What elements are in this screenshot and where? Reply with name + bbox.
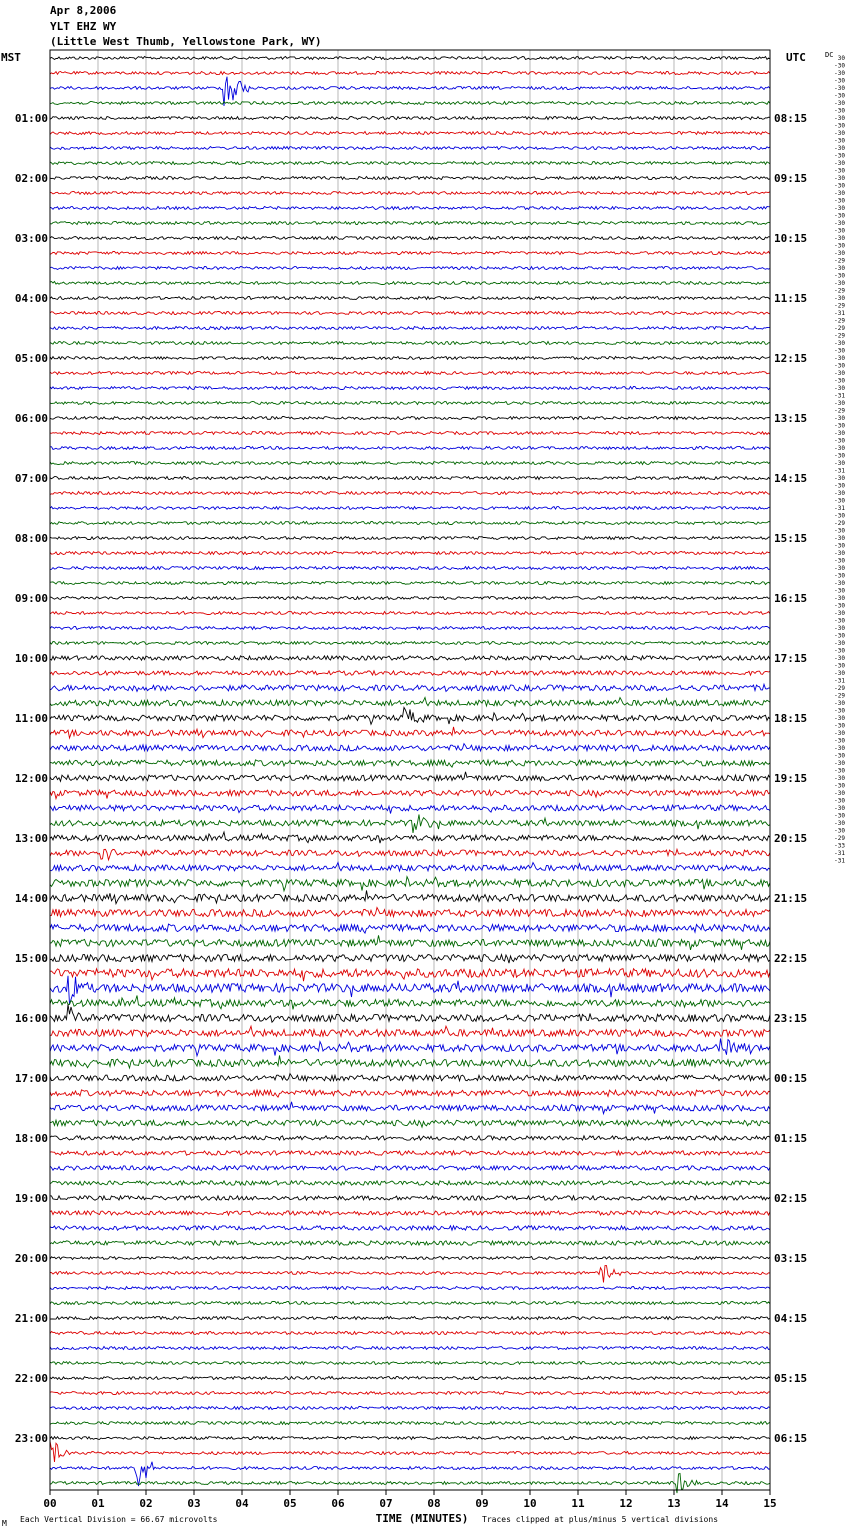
seismic-trace: [50, 447, 770, 450]
dc-offset-label: -30: [834, 385, 845, 392]
dc-offset-label: -30: [834, 805, 845, 812]
dc-offset-label: -29: [834, 685, 845, 692]
seismic-trace: [50, 162, 770, 165]
dc-offset-label: -30: [834, 512, 845, 520]
dc-offset-label: -30: [834, 160, 845, 167]
dc-offset-label: -30: [834, 355, 845, 362]
right-time-label: 09:15: [774, 172, 808, 185]
corner-mark: M: [2, 1519, 7, 1528]
right-time-label: 05:15: [774, 1372, 808, 1385]
right-time-label: 13:15: [774, 412, 808, 425]
x-tick-label: 06: [331, 1497, 345, 1510]
dc-offset-label: -30: [834, 730, 845, 737]
x-tick-label: 09: [475, 1497, 489, 1510]
seismic-trace: [50, 147, 770, 150]
right-time-label: 12:15: [774, 352, 808, 365]
seismic-trace: [50, 1266, 770, 1283]
right-time-label: 02:15: [774, 1192, 808, 1205]
right-time-label: 20:15: [774, 832, 808, 845]
seismic-trace: [50, 1241, 770, 1245]
seismic-trace: [50, 177, 770, 180]
dc-offset-label: -29: [834, 325, 845, 332]
x-tick-label: 05: [283, 1497, 297, 1510]
dc-offset-label: -30: [834, 572, 845, 580]
seismic-trace: [50, 1090, 770, 1097]
seismic-trace: [50, 357, 770, 360]
seismic-trace: [50, 805, 770, 813]
seismic-trace: [50, 522, 770, 525]
seismic-trace: [50, 312, 770, 315]
right-time-label: 23:15: [774, 1012, 808, 1025]
seismic-trace: [50, 1120, 770, 1127]
seismic-trace: [50, 222, 770, 225]
dc-offset-label: -30: [834, 497, 845, 505]
left-time-label: 02:00: [14, 172, 48, 185]
seismic-trace: [50, 790, 770, 799]
x-tick-label: 07: [379, 1497, 393, 1510]
right-time-label: 19:15: [774, 772, 808, 785]
dc-offset-label: -30: [834, 580, 845, 587]
seismic-trace: [50, 1102, 770, 1114]
dc-offset-label: -30: [834, 752, 845, 760]
right-time-label: 06:15: [774, 1432, 808, 1445]
x-tick-label: 11: [571, 1497, 585, 1510]
dc-offset-label: -30: [834, 197, 845, 205]
right-time-label: 10:15: [774, 232, 808, 245]
dc-offset-label: -30: [834, 280, 845, 287]
x-tick-label: 10: [523, 1497, 537, 1510]
dc-offset-label: -30: [834, 265, 845, 272]
dc-offset-label: -30: [834, 527, 845, 535]
seismic-trace: [50, 863, 770, 872]
seismic-trace: [50, 192, 770, 195]
left-time-label: 06:00: [14, 412, 48, 425]
dc-offset-label: -30: [834, 272, 845, 280]
seismic-trace: [50, 1407, 770, 1410]
seismic-trace: [50, 492, 770, 495]
dc-offset-label: -30: [834, 295, 845, 302]
dc-offset-label: -30: [834, 415, 845, 422]
seismic-trace: [50, 698, 770, 707]
plot-grid: [98, 50, 722, 1490]
label-group: [15, 51, 846, 1510]
x-tick-label: 15: [763, 1497, 777, 1510]
dc-offset-label: -30: [834, 700, 845, 707]
seismic-trace: [50, 969, 770, 982]
left-time-label: 19:00: [14, 1192, 48, 1205]
left-time-label: 23:00: [14, 1432, 48, 1445]
dc-offset-label: -30: [834, 617, 845, 625]
seismic-trace: [50, 890, 770, 903]
x-tick-label: 01: [91, 1497, 105, 1510]
seismic-trace: [50, 1181, 770, 1185]
dc-offset-label: -30: [834, 482, 845, 490]
seismic-trace: [50, 117, 770, 120]
dc-offset-label: -30: [834, 227, 845, 235]
seismic-trace: [50, 1332, 770, 1335]
dc-offset-label: -29: [834, 407, 845, 415]
seismic-trace: [50, 772, 770, 782]
seismic-trace: [50, 567, 770, 570]
seismic-trace: [50, 1166, 770, 1170]
seismic-trace: [50, 760, 770, 767]
seismic-trace: [50, 207, 770, 210]
x-tick-label: 14: [715, 1497, 729, 1510]
seismic-trace: [50, 908, 770, 917]
seismic-trace: [50, 1004, 770, 1022]
x-tick-label: 02: [139, 1497, 153, 1510]
seismic-trace: [50, 387, 770, 390]
seismic-trace: [50, 477, 770, 480]
dc-offset-label: -30: [834, 190, 845, 197]
dc-offset-label: -30: [834, 782, 845, 790]
dc-offset-label: -30: [834, 362, 845, 370]
dc-offset-label: -30: [834, 797, 845, 805]
seismic-trace: [50, 282, 770, 285]
left-time-label: 09:00: [14, 592, 48, 605]
dc-offset-label: -30: [834, 610, 845, 617]
seismic-trace: [50, 327, 770, 330]
seismic-trace: [50, 507, 770, 510]
header-location: (Little West Thumb, Yellowstone Park, WY): [50, 35, 322, 48]
dc-offset-label: -30: [834, 340, 845, 347]
seismic-trace: [50, 832, 770, 843]
x-tick-label: 03: [187, 1497, 201, 1510]
dc-offset-label: -31: [834, 505, 845, 512]
right-time-label: 11:15: [774, 292, 808, 305]
dc-offset-label: -29: [834, 257, 845, 265]
x-tick-label: 00: [43, 1497, 57, 1510]
dc-offset-label: -30: [834, 542, 845, 550]
left-time-label: 07:00: [14, 472, 48, 485]
dc-offset-label: -29: [834, 332, 845, 340]
header-station: YLT EHZ WY: [50, 20, 117, 33]
dc-offset-label: -30: [834, 370, 845, 377]
dc-offset-label: -30: [834, 602, 845, 610]
seismic-trace: [50, 402, 770, 405]
seismic-trace: [50, 582, 770, 585]
seismic-trace: [50, 815, 770, 833]
right-time-label: 01:15: [774, 1132, 808, 1145]
seismic-trace: [50, 552, 770, 555]
dc-offset-label: -30: [834, 242, 845, 250]
dc-offset-label: -29: [834, 692, 845, 700]
dc-offset-label: -31: [834, 392, 845, 400]
right-time-label: 14:15: [774, 472, 808, 485]
seismic-trace: [50, 1347, 770, 1350]
left-time-label: 01:00: [14, 112, 48, 125]
dc-offset-label: -30: [834, 430, 845, 437]
dc-offset-label: -30: [834, 490, 845, 497]
dc-offset-label: -30: [834, 115, 845, 122]
seismic-trace: [50, 57, 770, 60]
right-time-label: 22:15: [774, 952, 808, 965]
dc-offset-label: -30: [834, 400, 845, 407]
dc-offset-label: -29: [834, 835, 845, 842]
x-axis-label: TIME (MINUTES): [375, 1512, 469, 1525]
seismic-trace: [50, 612, 770, 615]
left-time-label: 03:00: [14, 232, 48, 245]
seismic-trace: [50, 1055, 770, 1068]
dc-offset-label: 30: [837, 55, 845, 62]
dc-offset-label: -30: [834, 235, 845, 242]
right-axis-title: UTC: [786, 51, 806, 64]
dc-offset-label: -30: [834, 820, 845, 827]
dc-offset-label: -31: [834, 677, 845, 685]
left-time-label: 18:00: [14, 1132, 48, 1145]
seismic-trace: [50, 1039, 770, 1056]
dc-offset-label: -30: [834, 647, 845, 655]
dc-offset-label: -30: [834, 662, 845, 670]
left-time-label: 14:00: [14, 892, 48, 905]
x-tick-label: 04: [235, 1497, 249, 1510]
dc-offset-label: -30: [834, 715, 845, 722]
dc-offset-label: -30: [834, 812, 845, 820]
dc-offset-label: -30: [834, 250, 845, 257]
seismic-trace: [50, 924, 770, 933]
dc-offset-label: -30: [834, 550, 845, 557]
dc-offset-label: -30: [834, 122, 845, 130]
seismic-trace: [50, 1441, 770, 1462]
dc-offset-label: -30: [834, 767, 845, 775]
seismic-trace: [50, 1151, 770, 1155]
left-time-label: 11:00: [14, 712, 48, 725]
seismic-trace: [50, 727, 770, 738]
seismic-trace: [50, 462, 770, 465]
dc-offset-label: -29: [834, 317, 845, 325]
seismic-trace: [50, 1287, 770, 1290]
right-time-label: 17:15: [774, 652, 808, 665]
left-time-label: 16:00: [14, 1012, 48, 1025]
seismic-trace: [50, 996, 770, 1010]
left-time-label: 17:00: [14, 1072, 48, 1085]
seismic-trace: [50, 976, 770, 1004]
dc-offset-label: -30: [834, 377, 845, 385]
seismic-trace: [50, 1437, 770, 1440]
dc-offset-label: -30: [834, 737, 845, 745]
right-time-label: 04:15: [774, 1312, 808, 1325]
right-time-label: 03:15: [774, 1252, 808, 1265]
seismic-trace: [50, 935, 770, 950]
seismic-trace: [50, 432, 770, 435]
seismic-trace: [50, 1317, 770, 1320]
seismic-trace: [50, 642, 770, 645]
seismic-trace: [50, 1211, 770, 1215]
dc-offset-label: -29: [834, 287, 845, 295]
dc-offset-label: -30: [834, 707, 845, 715]
seismic-trace: [50, 656, 770, 660]
left-time-label: 10:00: [14, 652, 48, 665]
left-time-label: 05:00: [14, 352, 48, 365]
seismic-trace: [50, 1362, 770, 1365]
dc-offset-label: -30: [834, 745, 845, 752]
dc-offset-label: -31: [834, 850, 845, 857]
dc-offset-label: -30: [834, 220, 845, 227]
dc-offset-label: -30: [834, 595, 845, 602]
dc-offset-label: -30: [834, 92, 845, 100]
seismic-trace: [50, 237, 770, 240]
right-time-label: 21:15: [774, 892, 808, 905]
dc-offset-label: -30: [834, 565, 845, 572]
dc-offset-label: -31: [834, 857, 845, 865]
dc-offset-label: -29: [834, 302, 845, 310]
dc-offset-label: -30: [834, 175, 845, 182]
left-time-label: 04:00: [14, 292, 48, 305]
seismic-trace: [50, 252, 770, 255]
dc-offset-label: -30: [834, 475, 845, 482]
dc-offset-label: -31: [834, 467, 845, 475]
dc-offset-label: -30: [834, 827, 845, 835]
dc-column-title: DC: [825, 51, 834, 59]
seismic-trace: [50, 877, 770, 891]
dc-offset-label: -30: [834, 130, 845, 137]
x-tick-label: 08: [427, 1497, 441, 1510]
x-tick-label: 12: [619, 1497, 633, 1510]
dc-offset-label: -33: [834, 842, 845, 850]
right-time-label: 18:15: [774, 712, 808, 725]
dc-offset-label: -30: [834, 422, 845, 430]
left-time-label: 21:00: [14, 1312, 48, 1325]
dc-offset-label: -30: [834, 152, 845, 160]
seismic-trace: [50, 1074, 770, 1081]
seismic-trace: [50, 955, 770, 964]
dc-offset-label: -30: [834, 452, 845, 460]
x-tick-label: 13: [667, 1497, 681, 1510]
seismic-trace: [50, 1226, 770, 1230]
seismic-trace: [50, 372, 770, 375]
right-time-label: 00:15: [774, 1072, 808, 1085]
seismic-trace: [50, 72, 770, 75]
seismic-trace: [50, 849, 770, 860]
dc-offset-label: -30: [834, 182, 845, 190]
dc-offset-label: -30: [834, 437, 845, 445]
dc-offset-label: -30: [834, 145, 845, 152]
dc-offset-label: -31: [834, 310, 845, 317]
seismic-trace: [50, 684, 770, 691]
seismic-trace: [50, 744, 770, 751]
dc-offset-label: -30: [834, 167, 845, 175]
header-date: Apr 8,2006: [50, 4, 117, 17]
dc-offset-label: -30: [834, 137, 845, 145]
dc-offset-label: -30: [834, 655, 845, 662]
seismic-trace: [50, 1392, 770, 1395]
left-time-label: 08:00: [14, 532, 48, 545]
seismic-trace: [50, 1422, 770, 1425]
dc-offset-label: -30: [834, 775, 845, 782]
dc-offset-label: -30: [834, 535, 845, 542]
seismic-trace: [50, 342, 770, 345]
seismic-trace: [50, 627, 770, 630]
seismic-trace: [50, 537, 770, 540]
dc-offset-label: -30: [834, 790, 845, 797]
trace-group: [50, 57, 770, 1494]
left-time-label: 15:00: [14, 952, 48, 965]
seismic-trace: [50, 597, 770, 600]
dc-offset-label: -30: [834, 62, 845, 70]
seismic-trace: [50, 1377, 770, 1380]
seismic-trace: [50, 417, 770, 420]
seismic-trace: [50, 671, 770, 675]
dc-offset-label: -30: [834, 85, 845, 92]
dc-offset-label: -30: [834, 625, 845, 632]
left-axis-title: MST: [1, 51, 21, 64]
clip-note: Traces clipped at plus/minus 5 vertical divisions: [482, 1515, 719, 1524]
dc-offset-label: -30: [834, 640, 845, 647]
seismic-trace: [50, 132, 770, 135]
dc-offset-label: -30: [834, 460, 845, 467]
dc-offset-label: -30: [834, 760, 845, 767]
seismic-trace: [50, 1257, 770, 1260]
dc-offset-label: -30: [834, 670, 845, 677]
dc-offset-label: -30: [834, 632, 845, 640]
seismic-trace: [50, 1302, 770, 1305]
dc-offset-label: -30: [834, 587, 845, 595]
dc-offset-label: -30: [834, 70, 845, 77]
dc-offset-label: -30: [834, 445, 845, 452]
dc-offset-label: -30: [834, 347, 845, 355]
right-time-label: 08:15: [774, 112, 808, 125]
dc-offset-label: -30: [834, 557, 845, 565]
dc-offset-label: -30: [834, 100, 845, 107]
right-time-label: 16:15: [774, 592, 808, 605]
dc-offset-label: -30: [834, 212, 845, 220]
left-time-label: 20:00: [14, 1252, 48, 1265]
dc-offset-label: -30: [834, 205, 845, 212]
scale-note: Each Vertical Division = 66.67 microvolts: [20, 1515, 218, 1524]
dc-offset-label: -30: [834, 107, 845, 115]
seismic-trace: [50, 708, 770, 725]
left-time-label: 13:00: [14, 832, 48, 845]
seismic-trace: [50, 297, 770, 300]
dc-offset-label: -30: [834, 77, 845, 85]
left-time-label: 22:00: [14, 1372, 48, 1385]
seismic-trace: [50, 102, 770, 105]
seismic-trace: [50, 1196, 770, 1200]
seismic-trace: [50, 1026, 770, 1037]
right-time-label: 15:15: [774, 532, 808, 545]
dc-offset-label: -29: [834, 520, 845, 527]
seismic-trace: [50, 1136, 770, 1140]
seismic-trace: [50, 267, 770, 270]
left-time-label: 12:00: [14, 772, 48, 785]
dc-offset-label: -30: [834, 722, 845, 730]
